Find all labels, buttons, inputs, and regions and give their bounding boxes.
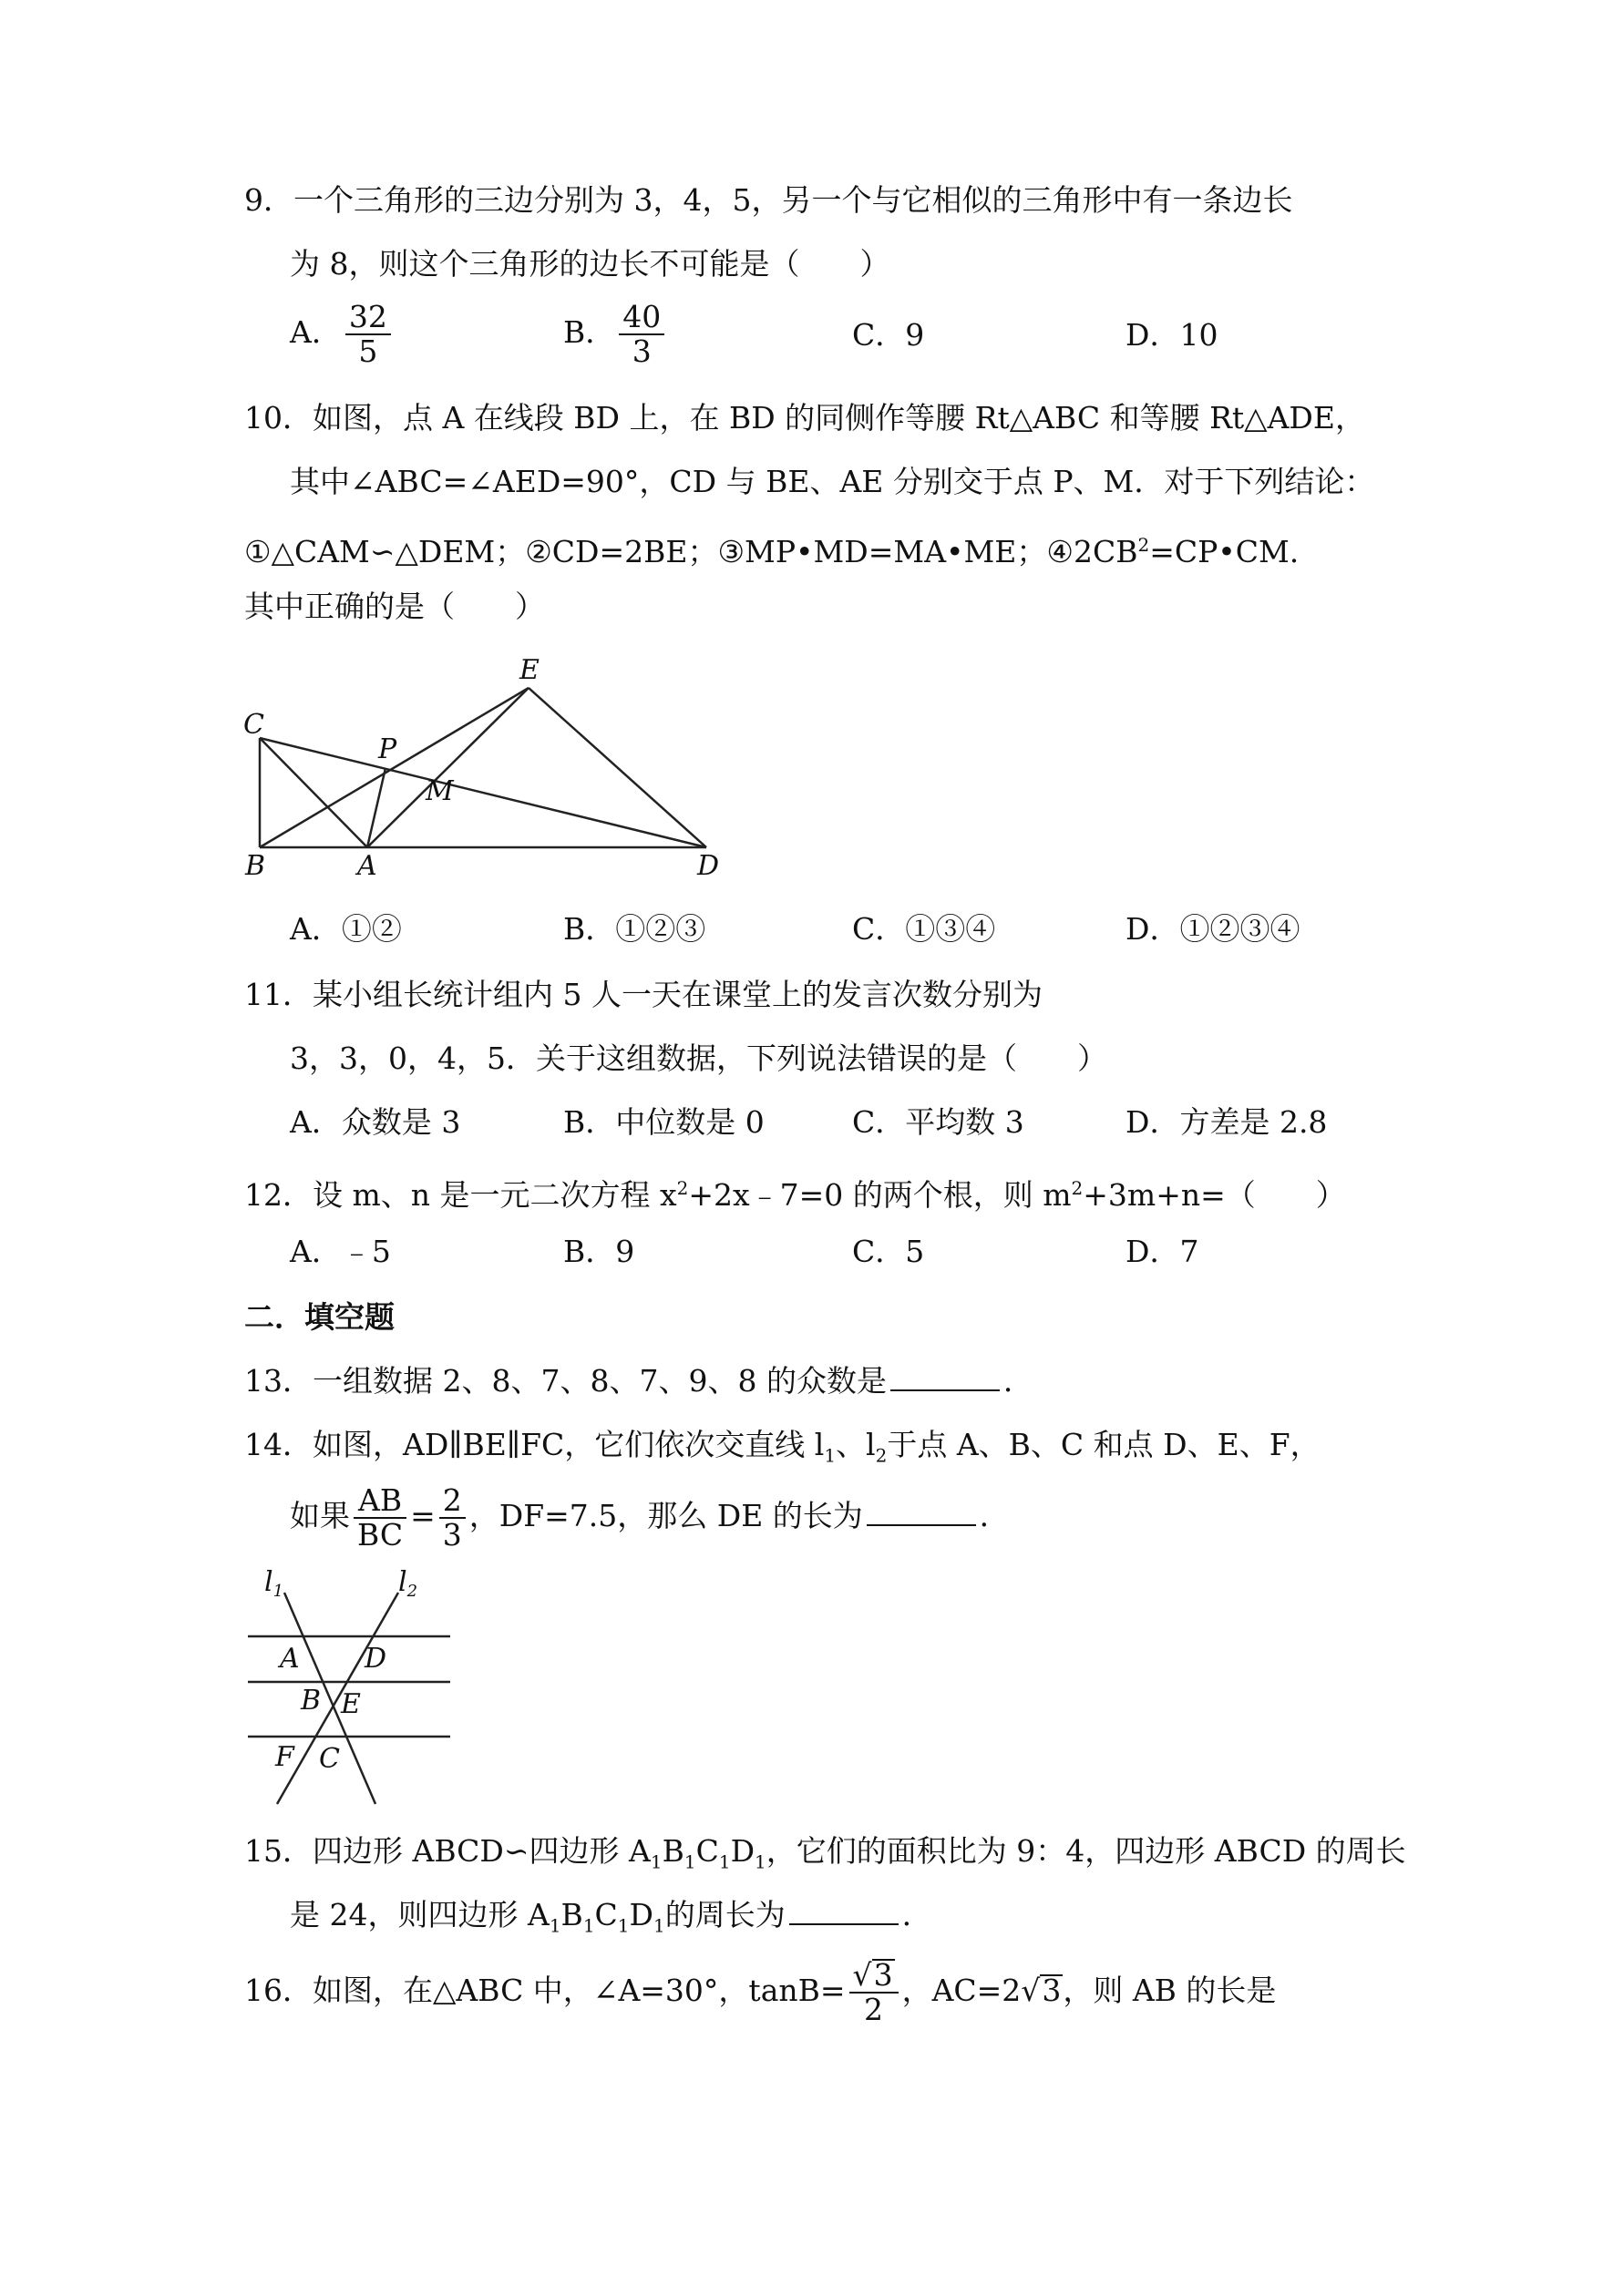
section-2-heading: 二．填空题 bbox=[244, 1299, 395, 1335]
q10-label-m: M bbox=[426, 775, 454, 807]
q13-answer-blank[interactable] bbox=[890, 1362, 1000, 1391]
q14-label-l2: $l_2$ bbox=[398, 1566, 418, 1601]
q15-sub-a1-2: 1 bbox=[549, 1914, 561, 1937]
q10-option-b: B．①②③ bbox=[563, 911, 706, 947]
q14-equals: = bbox=[410, 1498, 436, 1533]
q16-text-3: ，则 AB 的长是 bbox=[1063, 1973, 1277, 2008]
q9-option-a-denominator: 5 bbox=[358, 333, 378, 369]
q10-line3-text: ①△CAM∽△DEM；②CD=2BE；③MP•MD=MA•ME；④2CB bbox=[244, 534, 1138, 569]
q15-letter-d: D bbox=[730, 1833, 755, 1869]
q10-segment-ap bbox=[367, 768, 385, 847]
q16-text-2: ，AC=2 bbox=[901, 1973, 1022, 2008]
q12-superscript-2: 2 bbox=[1071, 1177, 1084, 1199]
q10-option-a: A．①② bbox=[290, 911, 402, 947]
q10-option-d: D．①②③④ bbox=[1125, 911, 1300, 947]
q15-text-3: 是 24，则四边形 A bbox=[290, 1897, 550, 1932]
q14-label-c: C bbox=[319, 1743, 340, 1775]
q11-option-c: C．平均数 3 bbox=[852, 1104, 1024, 1140]
q14-text-4: 如果 bbox=[290, 1498, 350, 1533]
q16-line1: 16．如图，在△ABC 中，∠A=30°，tanB= $\frac{√3}{2}$ ，AC=2√3，则 AB 的长是 bbox=[244, 1957, 1277, 2027]
q10-label-d: D bbox=[697, 850, 720, 882]
q11-option-b: B．中位数是 0 bbox=[563, 1104, 765, 1140]
q14-label-a: A bbox=[280, 1643, 300, 1675]
q10-segment-ed bbox=[529, 688, 706, 847]
q14-label-f: F bbox=[275, 1741, 294, 1773]
q12-text-3: +3m+n=（ ） bbox=[1083, 1177, 1346, 1213]
q13-line1 bbox=[244, 1361, 1033, 1401]
q11-line2: 3，3，0，4，5．关于这组数据，下列说法错误的是（ ） bbox=[290, 1040, 1107, 1076]
q10-figure bbox=[232, 647, 743, 893]
q15-letter-c-2: C bbox=[594, 1897, 618, 1932]
q9-option-b-label: B． bbox=[563, 314, 616, 350]
q14-fraction-2-3 bbox=[439, 1484, 466, 1552]
q15-text-4: 的周长为 bbox=[664, 1897, 786, 1932]
q15-letter-c: C bbox=[695, 1833, 719, 1869]
q10-line3 bbox=[244, 525, 1299, 572]
q9-option-b bbox=[563, 301, 668, 368]
q14-fraction-1-denominator: BC bbox=[357, 1517, 404, 1553]
q11-option-a: A．众数是 3 bbox=[290, 1104, 461, 1140]
q12-line1 bbox=[244, 1168, 1346, 1215]
q14-text-1: 14．如图，AD∥BE∥FC，它们依次交直线 l bbox=[244, 1427, 825, 1462]
q14-fraction-2-numerator: 2 bbox=[439, 1484, 466, 1519]
q16-fraction-tanb bbox=[849, 1959, 899, 2026]
q15-answer-blank[interactable] bbox=[789, 1896, 899, 1925]
q14-fraction-2-denominator: 3 bbox=[442, 1517, 462, 1553]
q12-option-c: C．5 bbox=[852, 1234, 925, 1269]
q10-label-e: E bbox=[519, 654, 540, 686]
q9-option-c: C．9 bbox=[852, 317, 925, 353]
q11-option-d: D．方差是 2.8 bbox=[1125, 1104, 1328, 1140]
q15-text-1: 15．四边形 ABCD∽四边形 A bbox=[244, 1833, 651, 1869]
q13-end: ． bbox=[1002, 1363, 1033, 1399]
q14-text-5: ，DF=7.5，那么 DE 的长为 bbox=[468, 1498, 863, 1533]
q16-sqrt-3: 3 bbox=[873, 1957, 893, 1993]
q15-letter-b-2: B bbox=[560, 1897, 583, 1932]
q10-option-c: C．①③④ bbox=[852, 911, 996, 947]
q15-line1 bbox=[244, 1831, 1406, 1882]
q9-option-a bbox=[290, 301, 395, 368]
q14-label-l1: $l_1$ bbox=[264, 1566, 284, 1601]
q15-sub-a1: 1 bbox=[650, 1850, 663, 1873]
q14-text-2: 、l bbox=[836, 1427, 876, 1462]
q9-option-a-numerator: 32 bbox=[345, 301, 391, 335]
q13-text: 13．一组数据 2、8、7、8、7、9、8 的众数是 bbox=[244, 1363, 887, 1399]
q12-option-d: D．7 bbox=[1125, 1234, 1199, 1269]
q15-line2 bbox=[290, 1895, 932, 1946]
q10-label-c: C bbox=[243, 709, 264, 741]
q10-line2: 其中∠ABC=∠AED=90°，CD 与 BE、AE 分别交于点 P、M．对于下列结论： bbox=[290, 464, 1375, 499]
q14-figure bbox=[239, 1565, 457, 1811]
q10-line4: 其中正确的是（ ） bbox=[244, 589, 545, 624]
q16-text-1: 16．如图，在△ABC 中，∠A=30°，tanB= bbox=[244, 1973, 846, 2008]
q14-fraction-ab-bc bbox=[354, 1484, 406, 1552]
q12-text-1: 12．设 m、n 是一元二次方程 x bbox=[244, 1177, 677, 1213]
q10-label-p: P bbox=[378, 733, 397, 765]
q10-line3-superscript: 2 bbox=[1137, 534, 1150, 556]
q15-end: ． bbox=[901, 1897, 932, 1932]
q16-fraction-denominator: 2 bbox=[864, 1992, 884, 2027]
q14-subscript-2: 2 bbox=[875, 1444, 888, 1467]
q10-segment-cd bbox=[260, 738, 706, 847]
q15-letter-d-2: D bbox=[629, 1897, 653, 1932]
q10-segment-ae bbox=[367, 688, 529, 847]
q14-end: ． bbox=[979, 1498, 1010, 1533]
q10-line1: 10．如图，点 A 在线段 BD 上，在 BD 的同侧作等腰 Rt△ABC 和等腰 Rt△ADE， bbox=[244, 400, 1365, 436]
q10-line3-text-end: =CP•CM. bbox=[1149, 534, 1300, 569]
q15-sub-c1-2: 1 bbox=[617, 1914, 630, 1937]
q9-option-b-denominator: 3 bbox=[632, 333, 652, 369]
q9-line1: 9．一个三角形的三边分别为 3，4，5，另一个与它相似的三角形中有一条边长 bbox=[244, 182, 1293, 218]
q12-option-a: A．﹣5 bbox=[290, 1234, 391, 1269]
q15-sub-c1: 1 bbox=[718, 1850, 731, 1873]
q16-fraction-numerator: √3 bbox=[849, 1959, 899, 1994]
q16-sqrt-3-b: 3 bbox=[1042, 1973, 1062, 2008]
q9-option-a-fraction bbox=[345, 301, 391, 368]
q9-option-d: D．10 bbox=[1125, 317, 1218, 353]
q14-fraction-1-numerator: AB bbox=[354, 1484, 406, 1519]
q10-segment-be bbox=[260, 688, 529, 847]
q14-label-e: E bbox=[341, 1688, 361, 1720]
q14-line1 bbox=[244, 1425, 1321, 1476]
q15-sub-d1-2: 1 bbox=[653, 1914, 665, 1937]
q9-option-a-label: A． bbox=[290, 314, 342, 350]
q14-line2 bbox=[290, 1480, 1010, 1553]
q15-sub-d1: 1 bbox=[755, 1850, 766, 1873]
q10-label-a: A bbox=[357, 850, 377, 882]
q15-text-2: ，它们的面积比为 9：4，四边形 ABCD 的周长 bbox=[766, 1833, 1406, 1869]
q12-option-b: B．9 bbox=[563, 1234, 635, 1269]
q14-label-b: B bbox=[301, 1685, 322, 1717]
q14-answer-blank[interactable] bbox=[867, 1497, 976, 1526]
q14-text-3: 于点 A、B、C 和点 D、E、F， bbox=[887, 1427, 1321, 1462]
q14-subscript-1: 1 bbox=[824, 1444, 837, 1467]
q10-label-b: B bbox=[245, 850, 266, 882]
q12-superscript-1: 2 bbox=[676, 1177, 689, 1199]
q15-letter-b: B bbox=[662, 1833, 684, 1869]
q9-option-b-fraction bbox=[619, 301, 664, 368]
q9-line2: 为 8，则这个三角形的边长不可能是（ ） bbox=[290, 246, 890, 282]
q14-label-d: D bbox=[365, 1643, 387, 1675]
q15-sub-b1-2: 1 bbox=[582, 1914, 595, 1937]
q15-sub-b1: 1 bbox=[684, 1850, 696, 1873]
q9-option-b-numerator: 40 bbox=[619, 301, 664, 335]
q11-line1: 11．某小组长统计组内 5 人一天在课堂上的发言次数分别为 bbox=[244, 977, 1043, 1012]
q12-text-2: +2x﹣7=0 的两个根，则 m bbox=[688, 1177, 1072, 1213]
